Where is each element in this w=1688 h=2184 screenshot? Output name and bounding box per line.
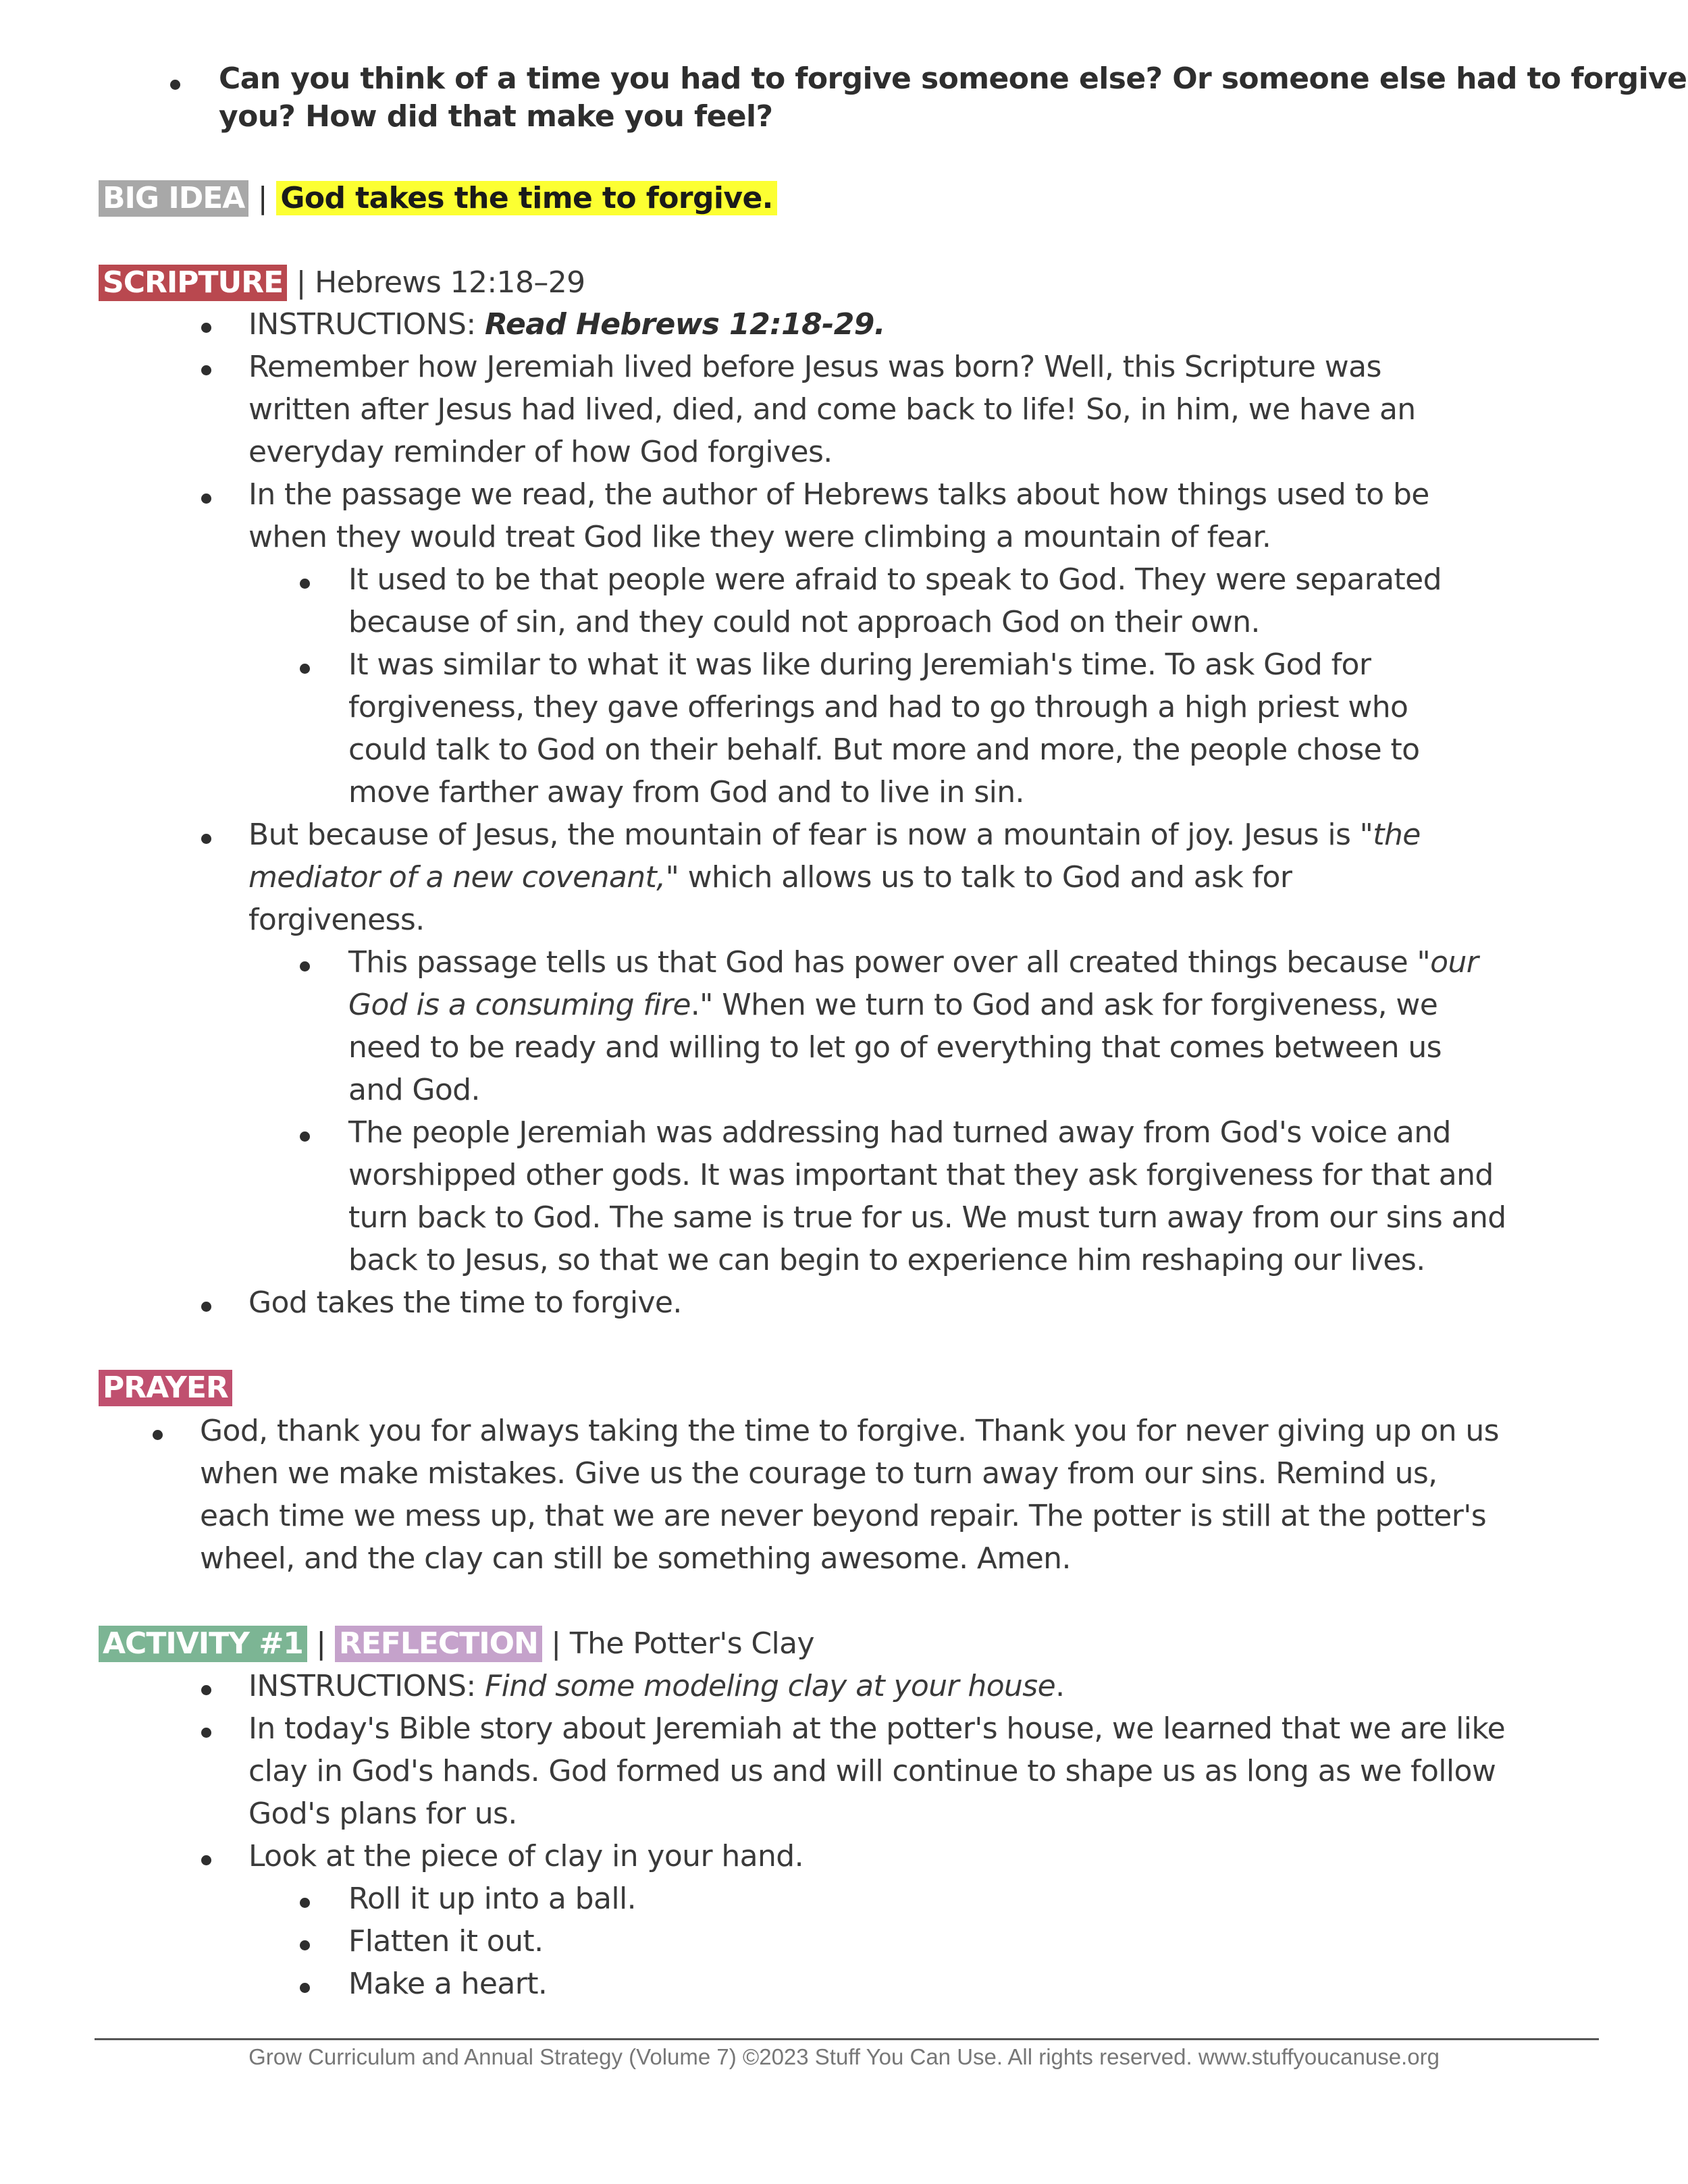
scripture-line: It used to be that people were afraid to speak to God. They were separated bbox=[348, 562, 1442, 597]
bullet bbox=[300, 664, 310, 674]
scripture-line: because of sin, and they could not approach God on their own. bbox=[348, 605, 1260, 639]
prayer-line: when we make mistakes. Give us the courage to turn away from our sins. Remind us, bbox=[200, 1456, 1438, 1491]
italic-run: God is a consuming fire bbox=[348, 988, 691, 1022]
activity-line: clay in God's hands. God formed us and will continue to shape us as long as we follow bbox=[248, 1754, 1496, 1788]
scripture-line: could talk to God on their behalf. But more and more, the people chose to bbox=[348, 733, 1420, 767]
bullet bbox=[300, 961, 310, 971]
scripture-line: turn back to God. The same is true for us. We must turn away from our sins and bbox=[348, 1200, 1506, 1235]
scripture-line: move farther away from God and to live in sin. bbox=[348, 775, 1024, 809]
separator: | bbox=[316, 1626, 326, 1661]
big-idea-row bbox=[99, 177, 777, 219]
bullet bbox=[201, 365, 211, 375]
instructions-label: INSTRUCTIONS: bbox=[248, 307, 485, 342]
scripture-line: everyday reminder of how God forgives. bbox=[248, 435, 833, 469]
scripture-line: forgiveness. bbox=[248, 903, 425, 937]
scripture-line bbox=[348, 984, 1438, 1026]
intro-question-line1: Can you think of a time you had to forgive someone else? Or someone else had to forgive bbox=[219, 61, 1687, 96]
activity-instructions bbox=[248, 1665, 1065, 1707]
prayer-line: God, thank you for always taking the time to forgive. Thank you for never giving up on us bbox=[200, 1414, 1499, 1448]
scripture-line: need to be ready and willing to let go of everything that comes between us bbox=[348, 1030, 1442, 1065]
activity-tag: ACTIVITY #1 bbox=[99, 1626, 307, 1662]
activity-heading bbox=[99, 1622, 814, 1665]
scripture-line bbox=[348, 941, 1478, 984]
bullet bbox=[300, 579, 310, 589]
bullet bbox=[300, 1983, 310, 1993]
scripture-line: worshipped other gods. It was important that they ask forgiveness for that and bbox=[348, 1158, 1494, 1192]
prayer-tag: PRAYER bbox=[99, 1370, 232, 1406]
big-idea-text: God takes the time to forgive. bbox=[276, 181, 776, 215]
text-run: ." When we turn to God and ask for forgiveness, we bbox=[690, 988, 1438, 1022]
bullet bbox=[300, 1898, 310, 1908]
scripture-line: The people Jeremiah was addressing had turned away from God's voice and bbox=[348, 1115, 1451, 1150]
bullet bbox=[201, 494, 211, 504]
activity-line: God's plans for us. bbox=[248, 1796, 517, 1831]
italic-run: the bbox=[1373, 818, 1421, 852]
bullet bbox=[201, 834, 211, 844]
text-run: This passage tells us that God has power over all created things because " bbox=[348, 945, 1431, 980]
italic-run: our bbox=[1430, 945, 1479, 980]
italic-run: mediator of a new covenant, bbox=[248, 860, 666, 895]
bullet bbox=[201, 323, 211, 333]
scripture-line: Remember how Jeremiah lived before Jesus was born? Well, this Scripture was bbox=[248, 350, 1381, 384]
bullet bbox=[300, 1131, 310, 1142]
scripture-line bbox=[248, 856, 1292, 899]
activity-line: Look at the piece of clay in your hand. bbox=[248, 1839, 803, 1873]
instructions-label: INSTRUCTIONS: bbox=[248, 1669, 485, 1703]
scripture-tag: SCRIPTURE bbox=[99, 265, 287, 301]
activity-line: Flatten it out. bbox=[348, 1924, 544, 1959]
activity-title: | The Potter's Clay bbox=[551, 1626, 814, 1661]
text-run: " which allows us to talk to God and ask for bbox=[665, 860, 1292, 895]
bullet bbox=[201, 1685, 211, 1695]
separator: | bbox=[257, 181, 267, 215]
bullet bbox=[201, 1728, 211, 1738]
activity-line: Roll it up into a ball. bbox=[348, 1882, 636, 1916]
bullet bbox=[170, 80, 180, 90]
footer-divider bbox=[95, 2038, 1599, 2040]
scripture-reference: | Hebrews 12:18–29 bbox=[296, 265, 585, 300]
scripture-line: It was similar to what it was like during Jeremiah's time. To ask God for bbox=[348, 647, 1371, 682]
scripture-line bbox=[248, 814, 1421, 856]
bullet bbox=[300, 1940, 310, 1950]
scripture-line: God takes the time to forgive. bbox=[248, 1285, 682, 1320]
scripture-line: back to Jesus, so that we can begin to experience him reshaping our lives. bbox=[348, 1243, 1425, 1277]
text-run: But because of Jesus, the mountain of fear is now a mountain of joy. Jesus is " bbox=[248, 818, 1373, 852]
bullet bbox=[201, 1855, 211, 1865]
scripture-heading bbox=[99, 261, 585, 304]
scripture-line: written after Jesus had lived, died, and come back to life! So, in him, we have an bbox=[248, 392, 1416, 427]
intro-question-line2: you? How did that make you feel? bbox=[219, 99, 773, 134]
scripture-instructions bbox=[248, 303, 885, 346]
prayer-line: wheel, and the clay can still be something awesome. Amen. bbox=[200, 1541, 1071, 1576]
scripture-line: In the passage we read, the author of Hebrews talks about how things used to be bbox=[248, 477, 1429, 512]
prayer-heading bbox=[99, 1366, 232, 1409]
instructions-text: Find some modeling clay at your house bbox=[484, 1669, 1056, 1703]
prayer-line: each time we mess up, that we are never beyond repair. The potter is still at the potter's bbox=[200, 1499, 1487, 1533]
bullet bbox=[201, 1302, 211, 1312]
instructions-text: Read Hebrews 12:18-29. bbox=[484, 307, 885, 342]
scripture-line: when they would treat God like they were climbing a mountain of fear. bbox=[248, 520, 1271, 554]
activity-line: In today's Bible story about Jeremiah at the potter's house, we learned that we are like bbox=[248, 1711, 1506, 1746]
footer-copyright: Grow Curriculum and Annual Strategy (Volume 7) ©2023 Stuff You Can Use. All rights reserved. www.stuffyoucanuse.org bbox=[248, 2044, 1440, 2069]
scripture-line: forgiveness, they gave offerings and had to go through a high priest who bbox=[348, 690, 1408, 724]
big-idea-tag: BIG IDEA bbox=[99, 180, 248, 217]
bullet bbox=[153, 1430, 163, 1440]
scripture-line: and God. bbox=[348, 1073, 480, 1107]
text-run: . bbox=[1055, 1669, 1065, 1703]
reflection-tag: REFLECTION bbox=[335, 1626, 542, 1662]
activity-line: Make a heart. bbox=[348, 1967, 548, 2001]
